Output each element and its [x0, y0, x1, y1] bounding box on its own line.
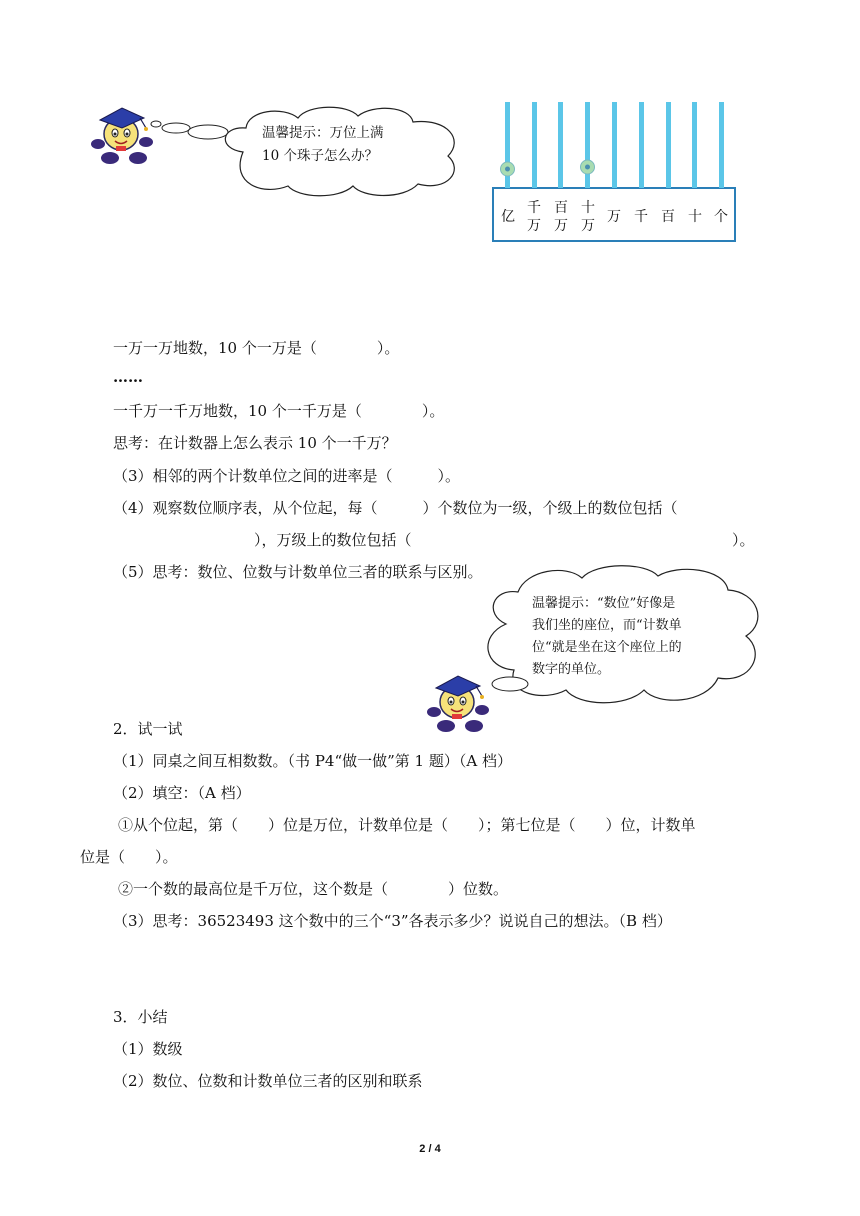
text-line: 位是（ ）。 — [80, 848, 178, 866]
question-4-end: ）。 — [732, 531, 755, 549]
question-5: （5）思考：数位、位数与计数单位三者的联系与区别。 — [113, 563, 483, 581]
abacus-label-ge: 个 — [714, 209, 728, 225]
abacus-label-yi: 亿 — [501, 209, 515, 225]
text-line: 思考：在计数器上怎么表示 10 个一千万？ — [113, 434, 397, 452]
abacus-label-qian: 千 — [634, 209, 648, 225]
question-4: （4）观察数位顺序表，从个位起，每（ ）个数位为一级，个级上的数位包括（ — [113, 499, 678, 517]
text-line: 一万一万地数，10 个一万是（ ）。 — [113, 339, 400, 357]
text-line: （1）数级 — [113, 1040, 183, 1058]
tip-text-line: 位“就是坐在这个座位上的 — [532, 640, 682, 655]
ellipsis-line: …… — [113, 368, 143, 386]
section-heading: 3．小结 — [113, 1008, 168, 1026]
abacus-label-wan: 万 — [607, 209, 621, 225]
abacus-label-shi: 十 — [688, 209, 702, 225]
text-line: （2）数位、位数和计数单位三者的区别和联系 — [113, 1072, 423, 1090]
tip-text-line: 温馨提示：万位上满 — [262, 125, 384, 141]
abacus-label-baiwan: 百 万 — [554, 200, 568, 234]
text-line: （2）填空：（A 档） — [113, 784, 251, 802]
page-number: 2 / 4 — [419, 1143, 441, 1155]
tip-text-line: 温馨提示：“数位”好像是 — [532, 596, 676, 611]
text-line: ②一个数的最高位是千万位，这个数是（ ）位数。 — [118, 880, 509, 898]
text-line: （1）同桌之间互相数数。（书 P4“做一做”第 1 题）（A 档） — [113, 752, 512, 770]
mascot-doctor-icon — [424, 668, 494, 734]
tip-text-line: 数字的单位。 — [532, 662, 611, 677]
section-heading: 2．试一试 — [113, 720, 183, 738]
abacus-label-bai: 百 — [661, 209, 675, 225]
tip-text-line: 10 个珠子怎么办？ — [262, 148, 378, 164]
question-4-cont: ），万级上的数位包括（ — [254, 531, 412, 549]
abacus-counter — [492, 100, 736, 242]
abacus-label-shiwan: 十 万 — [581, 200, 595, 234]
text-line: ①从个位起，第（ ）位是万位，计数单位是（ ）；第七位是（ ）位，计数单 — [118, 816, 696, 834]
tip-text-line: 我们坐的座位，而“计数单 — [532, 618, 682, 633]
text-line: （3）思考：36523493 这个数中的三个“3”各表示多少？说说自己的想法。（B 档） — [113, 912, 672, 930]
text-line: 一千万一千万地数，10 个一千万是（ ）。 — [113, 402, 445, 420]
abacus-label-qianwan: 千 万 — [527, 200, 541, 234]
question-3: （3）相邻的两个计数单位之间的进率是（ ）。 — [113, 467, 461, 485]
abacus-rods — [505, 102, 724, 188]
